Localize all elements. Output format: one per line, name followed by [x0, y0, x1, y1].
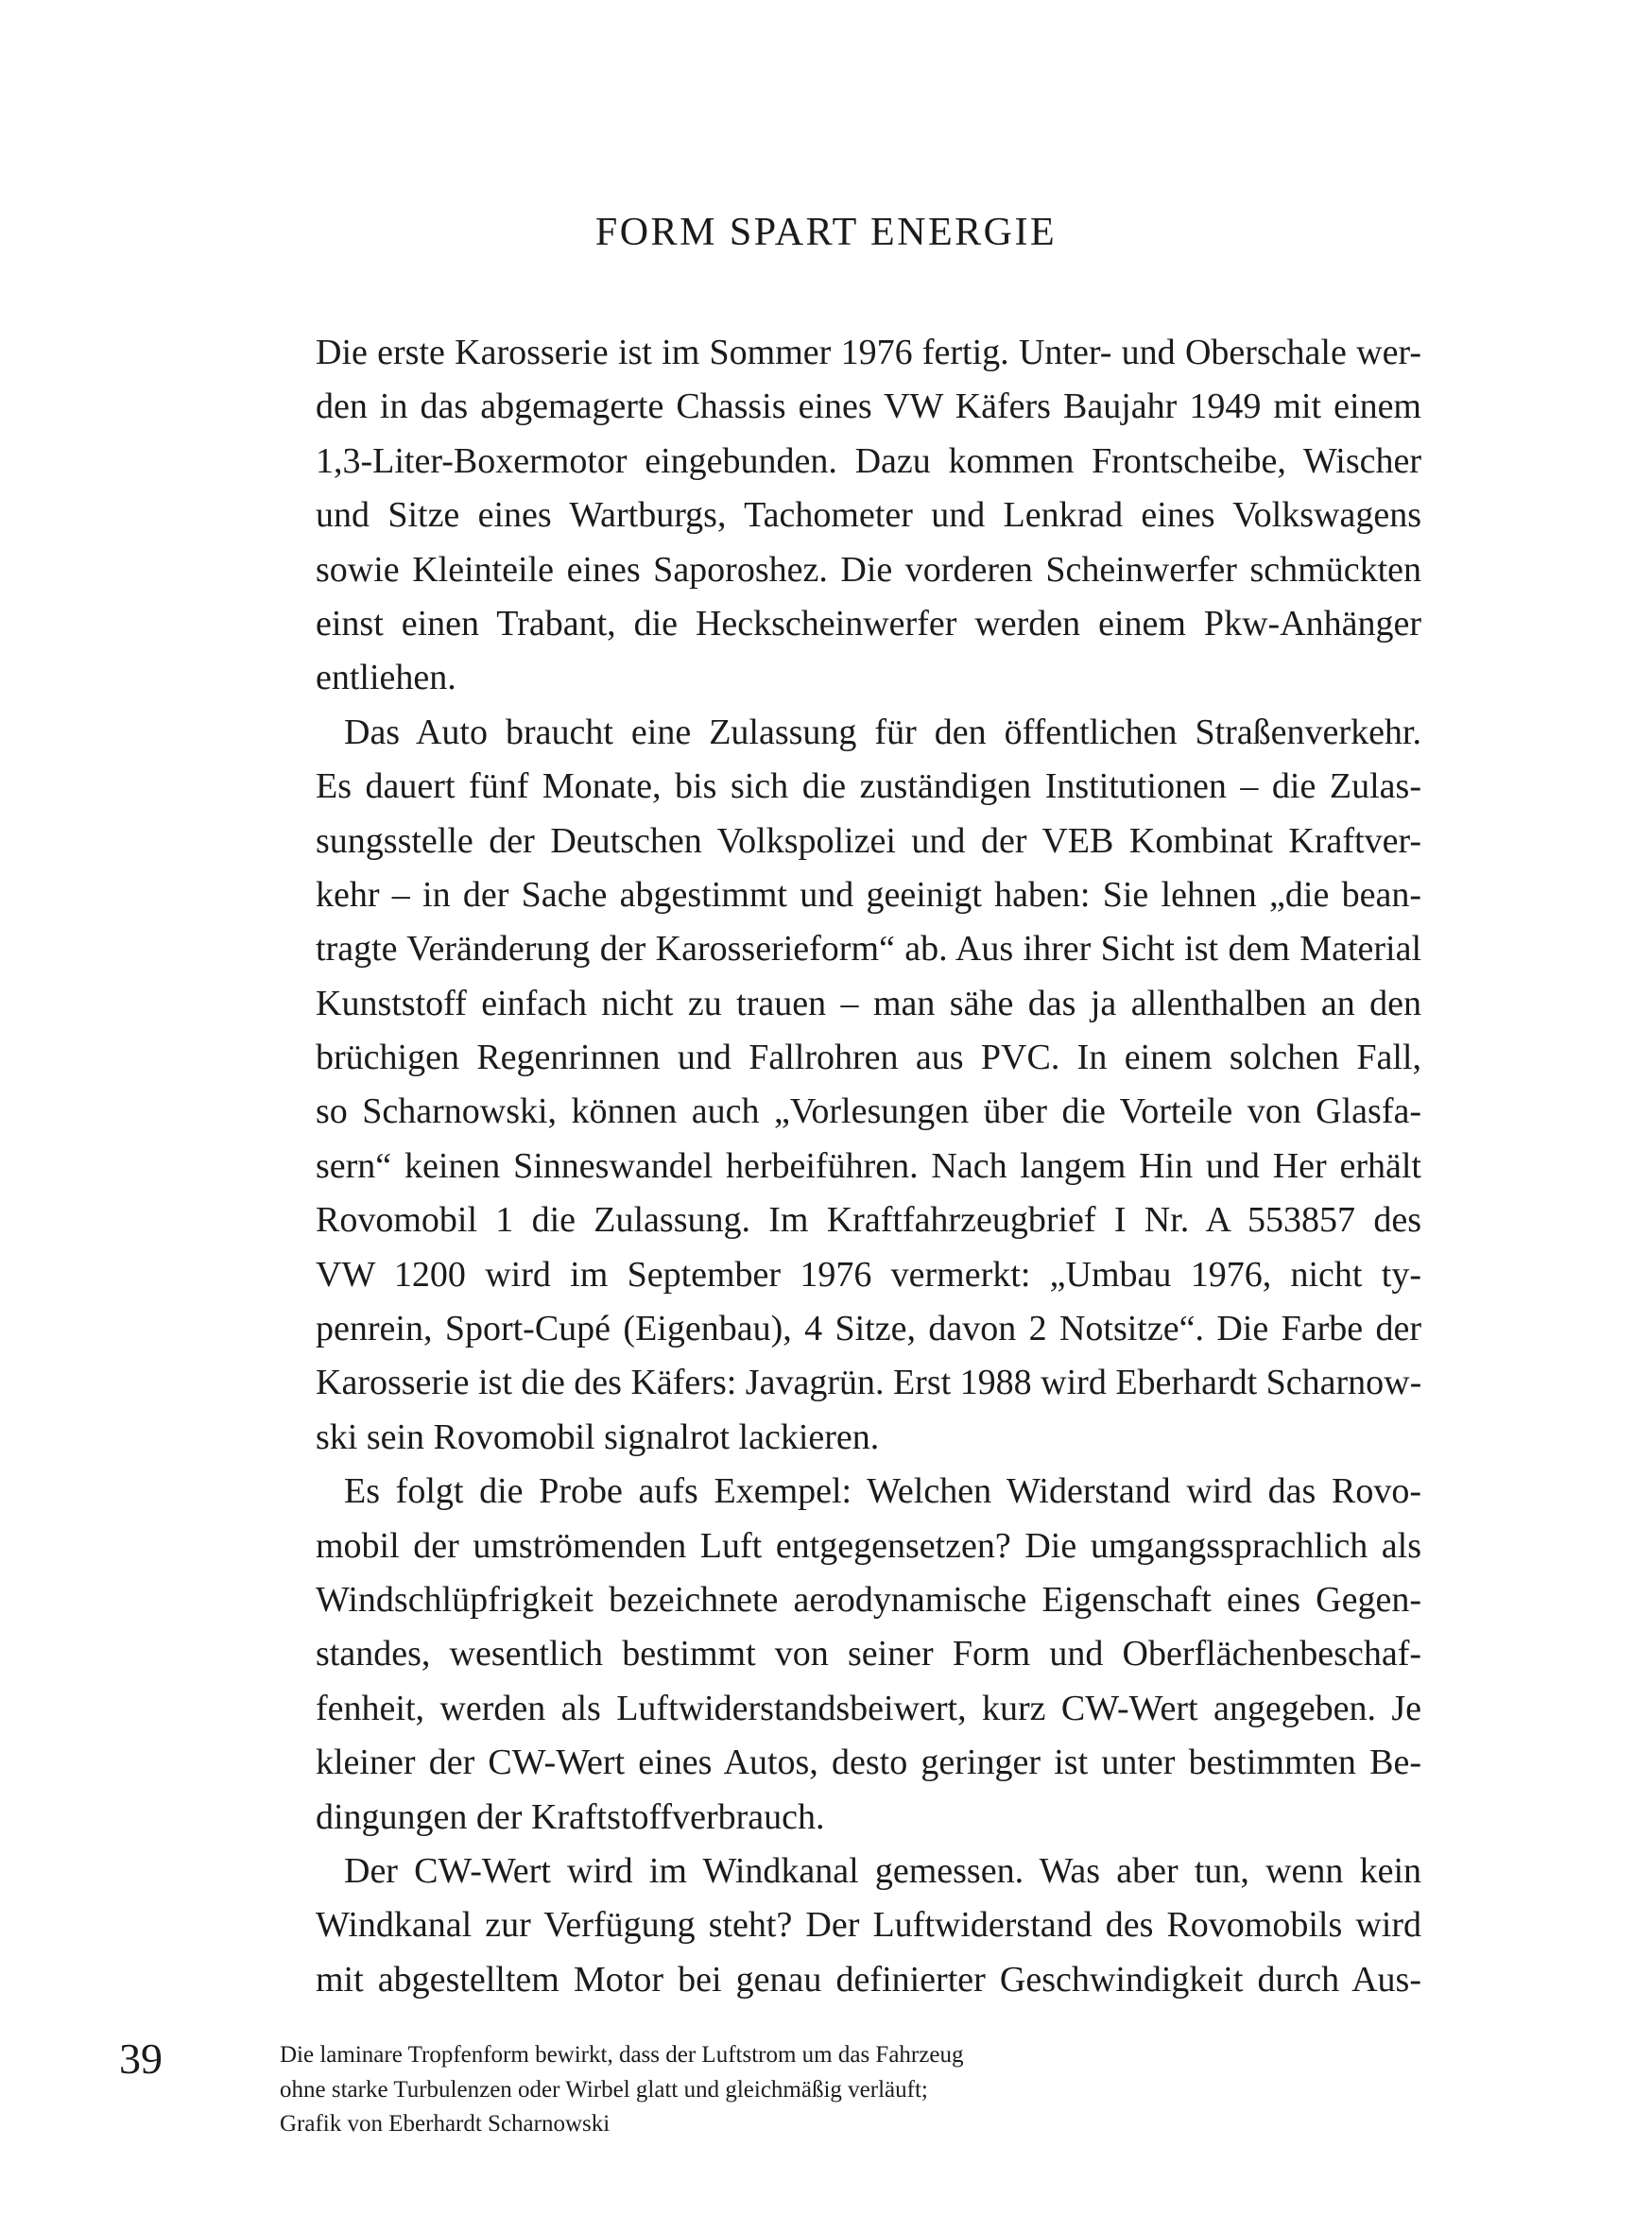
- text-line: ski sein Rovomobil signalrot lackieren.: [316, 1416, 880, 1457]
- text-line: entliehen.: [316, 658, 456, 698]
- text-line: VW 1200 wird im September 1976 vermerkt: „Umbau 1976, nicht ty-: [316, 1254, 1421, 1295]
- text-line: dingungen der Kraftstoffverbrauch.: [316, 1796, 825, 1837]
- text-line: Der CW-Wert wird im Windkanal gemessen. Was aber tun, wenn kein: [344, 1850, 1421, 1891]
- text-line: Windkanal zur Verfügung steht? Der Luftwiderstand des Rovomobils wird: [316, 1905, 1421, 1946]
- text-line: Die erste Karosserie ist im Sommer 1976 fertig. Unter- und Oberschale wer-: [316, 333, 1421, 372]
- text-line: Das Auto braucht eine Zulassung für den öffentlichen Straßenverkehr.: [344, 712, 1421, 752]
- paragraph-1: [316, 326, 1421, 706]
- text-line: kehr – in der Sache abgestimmt und geeinigt haben: Sie lehnen „die bean-: [316, 874, 1421, 915]
- paragraph-3: [316, 1465, 1421, 1845]
- text-line: kleiner der CW-Wert eines Autos, desto geringer ist unter bestimmten Be-: [316, 1743, 1421, 1783]
- text-line: fenheit, werden als Luftwiderstandsbeiwert, kurz CW-Wert angegeben. Je: [316, 1688, 1421, 1728]
- text-line: 1,3-Liter-Boxermotor eingebunden. Dazu kommen Frontscheibe, Wischer: [316, 440, 1421, 481]
- chapter-title: FORM SPART ENERGIE: [594, 211, 1058, 254]
- text-line: brüchigen Regenrinnen und Fallrohren aus PVC. In einem solchen Fall,: [316, 1038, 1421, 1078]
- text-line: penrein, Sport-Cupé (Eigenbau), 4 Sitze, davon 2 Notsitze“. Die Farbe der: [316, 1309, 1421, 1349]
- figure-caption: [280, 2038, 1130, 2142]
- page-number: 39: [119, 2035, 163, 2083]
- text-line: so Scharnowski, können auch „Vorlesungen über die Vorteile von Glasfa-: [316, 1091, 1421, 1132]
- text-line: einst einen Trabant, die Heckscheinwerfer werden einem Pkw-Anhänger: [316, 603, 1421, 644]
- text-line: mobil der umströmenden Luft entgegensetzen? Die umgangssprachlich als: [316, 1525, 1421, 1566]
- text-line: standes, wesentlich bestimmt von seiner Form und Oberflächenbeschaf-: [316, 1634, 1421, 1674]
- text-line: tragte Veränderung der Karosserieform“ ab. Aus ihrer Sicht ist dem Material: [316, 929, 1421, 970]
- text-line: sungsstelle der Deutschen Volkspolizei und der VEB Kombinat Kraftver-: [316, 820, 1421, 861]
- caption-line: Die laminare Tropfenform bewirkt, dass der Luftstrom um das Fahrzeug: [280, 2042, 964, 2068]
- paragraph-2: [316, 706, 1421, 1465]
- text-line: und Sitze eines Wartburgs, Tachometer und Lenkrad eines Volkswagens: [316, 495, 1421, 536]
- text-line: mit abgestelltem Motor bei genau definierter Geschwindigkeit durch Aus-: [316, 1959, 1421, 2000]
- text-line: Rovomobil 1 die Zulassung. Im Kraftfahrzeugbrief I Nr. A 553857 des: [316, 1200, 1421, 1241]
- text-line: den in das abgemagerte Chassis eines VW Käfers Baujahr 1949 mit einem: [316, 386, 1421, 427]
- text-line: Kunststoff einfach nicht zu trauen – man sähe das ja allenthalben an den: [316, 983, 1421, 1023]
- body-text: [316, 326, 1421, 2007]
- text-line: sowie Kleinteile eines Saporoshez. Die vorderen Scheinwerfer schmückten: [316, 549, 1421, 590]
- text-line: Es folgt die Probe aufs Exempel: Welchen Widerstand wird das Rovo-: [344, 1471, 1421, 1512]
- text-line: Es dauert fünf Monate, bis sich die zuständigen Institutionen – die Zulas-: [316, 766, 1421, 807]
- text-line: Windschlüpfrigkeit bezeichnete aerodynamische Eigenschaft eines Gegen-: [316, 1579, 1421, 1620]
- caption-line: Grafik von Eberhardt Scharnowski: [280, 2111, 611, 2137]
- text-line: sern“ keinen Sinneswandel herbeiführen. Nach langem Hin und Her erhält: [316, 1145, 1421, 1186]
- caption-line: ohne starke Turbulenzen oder Wirbel glatt und gleichmäßig verläuft;: [280, 2076, 928, 2103]
- paragraph-4: [316, 1845, 1421, 2007]
- text-line: Karosserie ist die des Käfers: Javagrün. Erst 1988 wird Eberhardt Scharnow-: [316, 1363, 1422, 1403]
